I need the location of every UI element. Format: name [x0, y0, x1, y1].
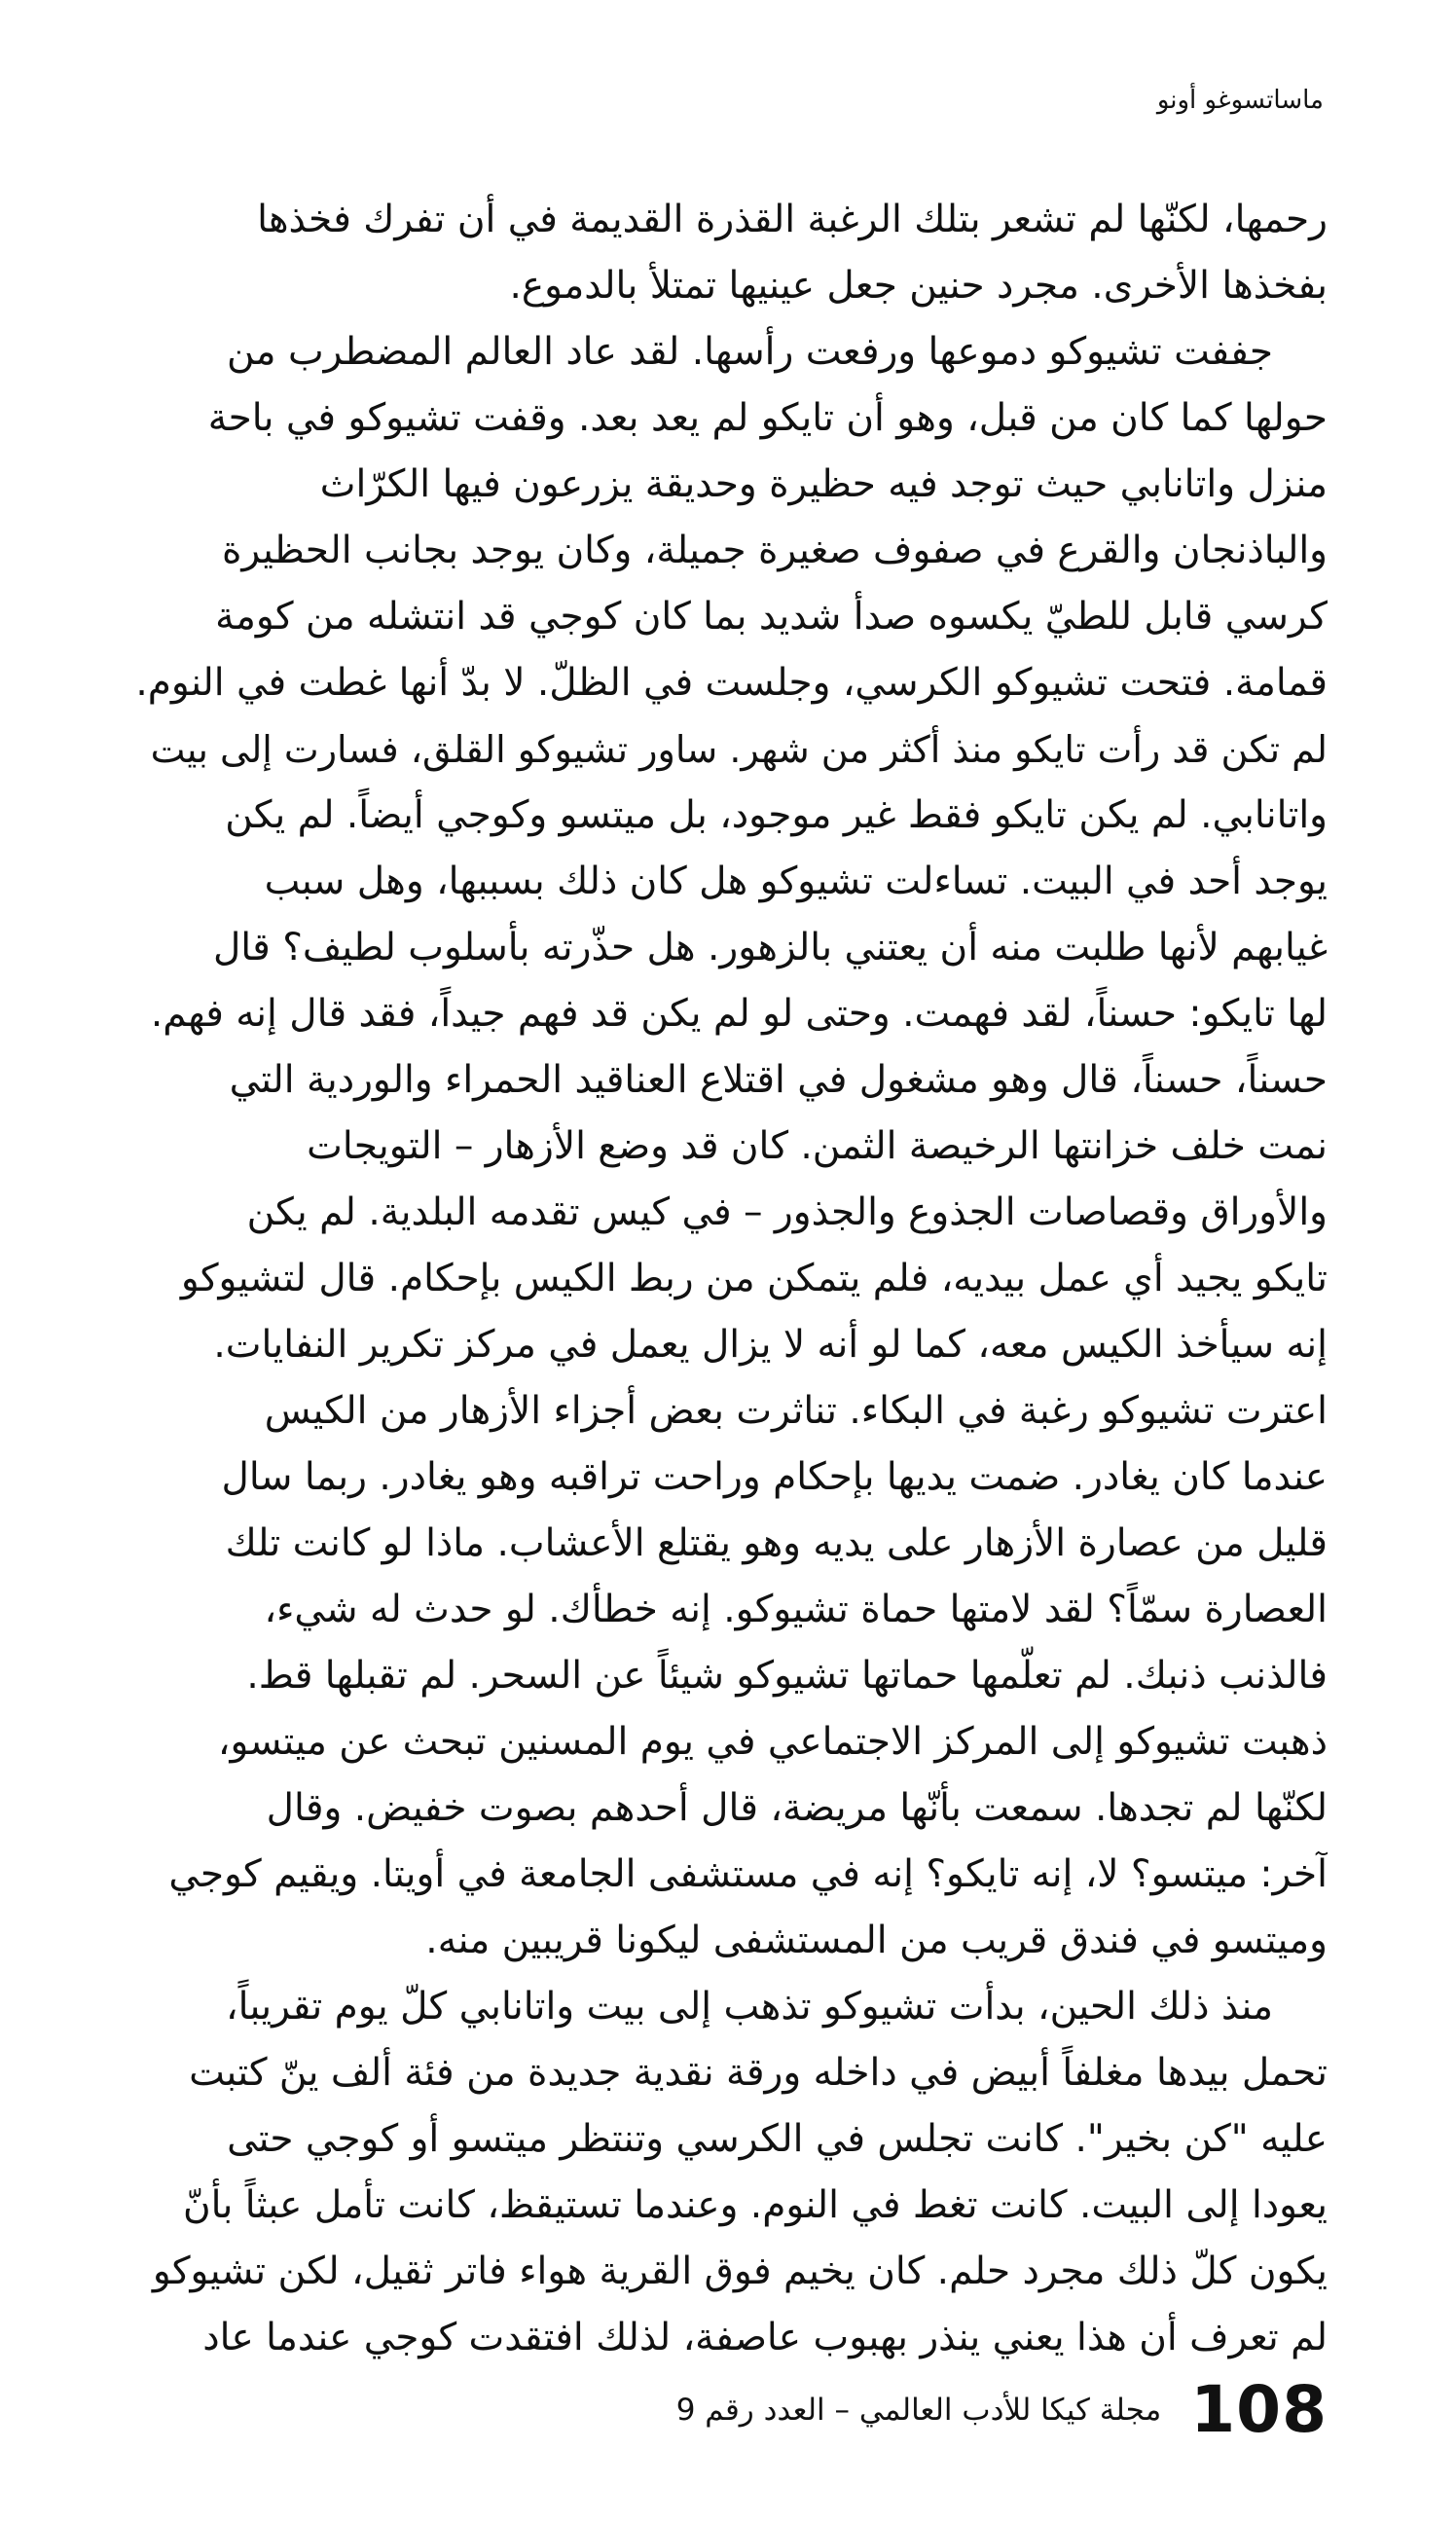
text-line: بفخذها الأخرى. مجرد حنين جعل عينيها تمتلأ بالدموع.	[509, 264, 1328, 308]
text-line: اعترت تشيوكو رغبة في البكاء. تناثرت بعض أجزاء الأزهار من الكيس	[264, 1389, 1328, 1433]
text-line: حولها كما كان من قبل، وهو أن تايكو لم يعد بعد. وقفت تشيوكو في باحة	[207, 396, 1328, 440]
text-line: جففت تشيوكو دموعها ورفعت رأسها. لقد عاد العالم المضطرب من	[226, 330, 1273, 374]
text-line: إنه سيأخذ الكيس معه، كما لو أنه لا يزال يعمل في مركز تكرير النفايات.	[213, 1323, 1328, 1367]
text-line: غيابهم لأنها طلبت منه أن يعتني بالزهور. هل حذّرته بأسلوب لطيف؟ قال	[212, 926, 1328, 969]
text-line: آخر: ميتسو؟ لا، إنه تايكو؟ إنه في مستشفى الجامعة في أويتا. ويقيم كوجي	[168, 1852, 1328, 1896]
text-line: لم تكن قد رأت تايكو منذ أكثر من شهر. ساور تشيوكو القلق، فسارت إلى بيت	[150, 728, 1328, 771]
running-header-author: ماساتسوغو أونو	[1156, 86, 1324, 115]
text-line: والأوراق وقصاصات الجذوع والجذور – في كيس تقدمه البلدية. لم يكن	[246, 1190, 1328, 1234]
text-line: منزل واتانابي حيث توجد فيه حظيرة وحديقة يزرعون فيها الكرّاث	[319, 462, 1328, 506]
body-text	[132, 187, 1328, 2371]
text-line: واتانابي. لم يكن تايكو فقط غير موجود، بل ميتسو وكوجي أيضاً. لم يكن	[225, 793, 1328, 837]
text-line: تايكو يجيد أي عمل بيديه، فلم يتمكن من ربط الكيس بإحكام. قال لتشيوكو	[180, 1257, 1328, 1300]
text-line: كرسي قابل للطيّ يكسوه صدأ شديد بما كان كوجي قد انتشله من كومة	[215, 595, 1328, 639]
text-line: لكنّها لم تجدها. سمعت بأنّها مريضة، قال أحدهم بصوت خفيض. وقال	[266, 1786, 1328, 1830]
text-line: رحمها، لكنّها لم تشعر بتلك الرغبة القذرة القديمة في أن تفرك فخذها	[257, 198, 1328, 241]
text-line: العصارة سمّاً؟ لقد لامتها حماة تشيوكو. إنه خطأك. لو حدث له شيء،	[264, 1588, 1328, 1631]
text-line: لم تعرف أن هذا يعني ينذر بهبوب عاصفة، لذلك افتقدت كوجي عندما عاد	[202, 2316, 1328, 2359]
page-footer	[676, 2371, 1328, 2449]
text-line: حسناً، حسناً، قال وهو مشغول في اقتلاع العناقيد الحمراء والوردية التي	[229, 1058, 1328, 1102]
text-line: وميتسو في فندق قريب من المستشفى ليكونا قريبين منه.	[425, 1919, 1328, 1962]
text-line: يعودا إلى البيت. كانت تغط في النوم. وعندما تستيقظ، كانت تأمل عبثاً بأنّ	[182, 2183, 1328, 2227]
text-line: قليل من عصارة الأزهار على يديه وهو يقتلع الأعشاب. ماذا لو كانت تلك	[225, 1521, 1328, 1565]
journal-title: مجلة كيكا للأدب العالمي – العدد رقم 9	[675, 2393, 1162, 2428]
text-line: منذ ذلك الحين، بدأت تشيوكو تذهب إلى بيت واتانابي كلّ يوم تقريباً،	[226, 1985, 1273, 2029]
text-line: عليه "كن بخير". كانت تجلس في الكرسي وتنتظر ميتسو أو كوجي حتى	[227, 2117, 1328, 2161]
text-line: عندما كان يغادر. ضمت يديها بإحكام وراحت تراقبه وهو يغادر. ربما سال	[221, 1455, 1328, 1499]
text-line: ذهبت تشيوكو إلى المركز الاجتماعي في يوم المسنين تبحث عن ميتسو،	[217, 1720, 1328, 1764]
text-line: تحمل بيدها مغلفاً أبيض في داخله ورقة نقدية جديدة من فئة ألف ينّ كتبت	[189, 2051, 1328, 2095]
text-line: فالذنب ذنبك. لم تعلّمها حماتها تشيوكو شيئاً عن السحر. لم تقبلها قط.	[246, 1654, 1328, 1698]
text-line: قمامة. فتحت تشيوكو الكرسي، وجلست في الظلّ. لا بدّ أنها غطت في النوم.	[135, 661, 1328, 705]
text-line: يوجد أحد في البيت. تساءلت تشيوكو هل كان ذلك بسببها، وهل سبب	[264, 859, 1328, 903]
text-line: والباذنجان والقرع في صفوف صغيرة جميلة، وكان يوجد بجانب الحظيرة	[222, 529, 1328, 572]
text-line: يكون كلّ ذلك مجرد حلم. كان يخيم فوق القرية هواء فاتر ثقيل، لكن تشيوكو	[152, 2249, 1328, 2293]
page-number: 108	[1190, 2372, 1328, 2447]
text-line: نمت خلف خزانتها الرخيصة الثمن. كان قد وضع الأزهار – التويجات	[307, 1124, 1328, 1168]
text-line: لها تايكو: حسناً، لقد فهمت. وحتى لو لم يكن قد فهم جيداً، فقد قال إنه فهم.	[150, 992, 1328, 1036]
